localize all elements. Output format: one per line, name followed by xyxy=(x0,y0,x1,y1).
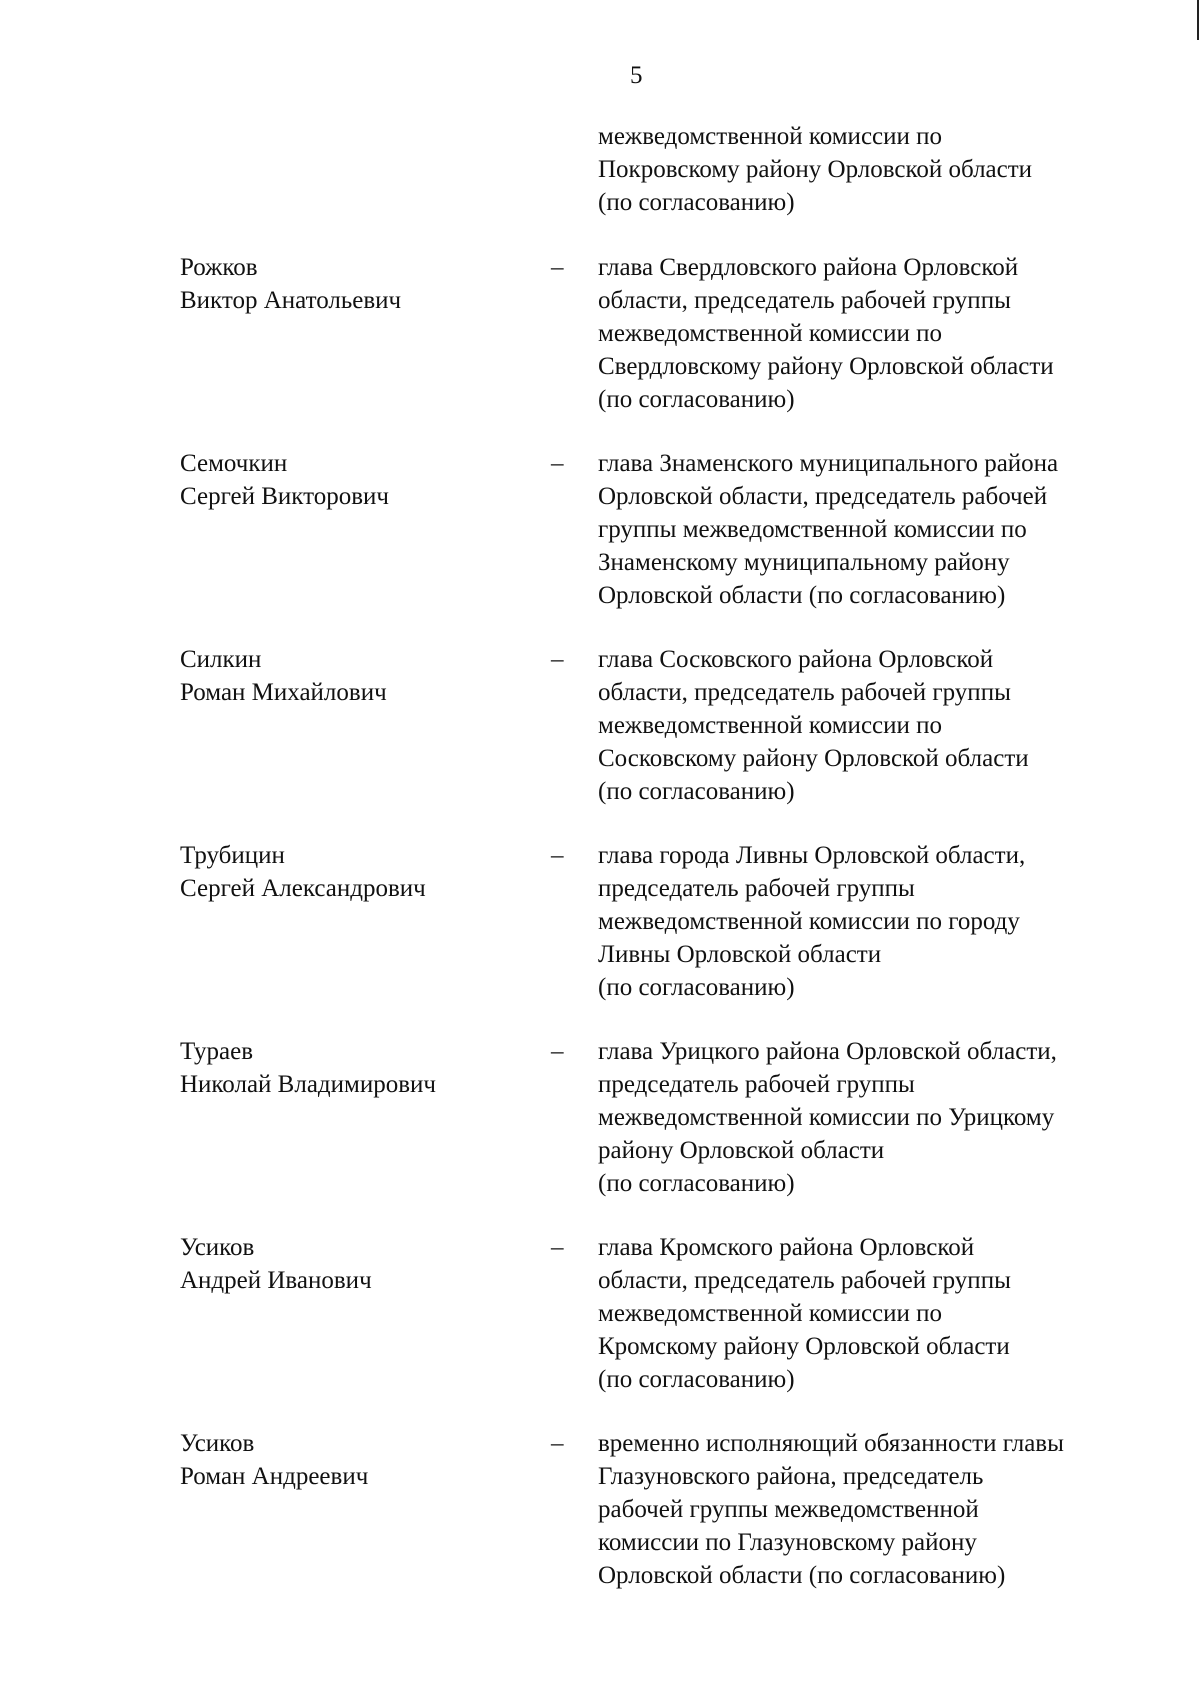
member-given-name: Роман Михайлович xyxy=(180,679,387,706)
role-line: межведомственной комиссии по городу xyxy=(598,908,1020,935)
member-surname: Трубицин xyxy=(180,842,285,869)
role-line: комиссии по Глазуновскому району xyxy=(598,1529,977,1556)
role-line: председатель рабочей группы xyxy=(598,1071,915,1098)
role-line: межведомственной комиссии по xyxy=(598,320,943,347)
role-line: глава Свердловского района Орловской xyxy=(598,254,1019,281)
separator-dash: – xyxy=(551,1234,564,1261)
member-given-name: Андрей Иванович xyxy=(180,1267,372,1294)
member-role xyxy=(598,643,1178,808)
member-given-name: Роман Андреевич xyxy=(180,1463,369,1490)
member-surname: Семочкин xyxy=(180,450,288,477)
separator-dash: – xyxy=(551,842,564,869)
role-line: области, председатель рабочей группы xyxy=(598,287,1011,314)
separator-dash: – xyxy=(551,254,564,281)
role-line: межведомственной комиссии по Урицкому xyxy=(598,1104,1055,1131)
member-surname: Силкин xyxy=(180,646,262,673)
role-line: глава Знаменского муниципального района xyxy=(598,450,1059,477)
member-name xyxy=(180,1231,520,1297)
continuation-text xyxy=(598,120,1158,219)
role-line: Орловской области, председатель рабочей xyxy=(598,483,1048,510)
role-line: (по согласованию) xyxy=(598,1366,795,1393)
role-line: межведомственной комиссии по xyxy=(598,1300,943,1327)
role-line: глава города Ливны Орловской области, xyxy=(598,842,1026,869)
role-line: Глазуновского района, председатель xyxy=(598,1463,984,1490)
scan-edge-mark xyxy=(1197,0,1199,40)
member-surname: Рожков xyxy=(180,254,258,281)
role-line: области, председатель рабочей группы xyxy=(598,1267,1011,1294)
role-line: Сосковскому району Орловской области xyxy=(598,745,1029,772)
role-line: председатель рабочей группы xyxy=(598,875,915,902)
role-line: (по согласованию) xyxy=(598,386,795,413)
role-line: Орловской области (по согласованию) xyxy=(598,582,1006,609)
member-given-name: Сергей Александрович xyxy=(180,875,426,902)
role-line: Знаменскому муниципальному району xyxy=(598,549,1010,576)
role-line: рабочей группы межведомственной xyxy=(598,1496,979,1523)
role-line: (по согласованию) xyxy=(598,1170,795,1197)
separator-dash: – xyxy=(551,646,564,673)
role-line: (по согласованию) xyxy=(598,974,795,1001)
role-line: Орловской области (по согласованию) xyxy=(598,1562,1006,1589)
role-line: Ливны Орловской области xyxy=(598,941,882,968)
role-line: области, председатель рабочей группы xyxy=(598,679,1011,706)
member-name xyxy=(180,447,520,513)
member-role xyxy=(598,1035,1178,1200)
member-given-name: Николай Владимирович xyxy=(180,1071,436,1098)
role-line: району Орловской области xyxy=(598,1137,885,1164)
member-surname: Усиков xyxy=(180,1234,255,1261)
member-name xyxy=(180,1427,520,1493)
member-surname: Усиков xyxy=(180,1430,255,1457)
member-name xyxy=(180,643,520,709)
member-role xyxy=(598,1231,1178,1396)
continuation-line: межведомственной комиссии по xyxy=(598,123,943,150)
member-role xyxy=(598,1427,1178,1592)
separator-dash: – xyxy=(551,1038,564,1065)
role-line: межведомственной комиссии по xyxy=(598,712,943,739)
role-line: глава Кромского района Орловской xyxy=(598,1234,975,1261)
member-name xyxy=(180,839,520,905)
member-name xyxy=(180,1035,520,1101)
role-line: группы межведомственной комиссии по xyxy=(598,516,1027,543)
separator-dash: – xyxy=(551,1430,564,1457)
role-line: Кромскому району Орловской области xyxy=(598,1333,1010,1360)
continuation-line: (по согласованию) xyxy=(598,189,795,216)
role-line: (по согласованию) xyxy=(598,778,795,805)
member-surname: Тураев xyxy=(180,1038,254,1065)
role-line: глава Сосковского района Орловской xyxy=(598,646,994,673)
member-role xyxy=(598,839,1178,1004)
member-name xyxy=(180,251,520,317)
page-number: 5 xyxy=(630,62,643,89)
member-given-name: Сергей Викторович xyxy=(180,483,389,510)
continuation-line: Покровскому району Орловской области xyxy=(598,156,1033,183)
member-role xyxy=(598,447,1178,612)
role-line: Свердловскому району Орловской области xyxy=(598,353,1054,380)
role-line: глава Урицкого района Орловской области, xyxy=(598,1038,1057,1065)
role-line: временно исполняющий обязанности главы xyxy=(598,1430,1064,1457)
separator-dash: – xyxy=(551,450,564,477)
member-role xyxy=(598,251,1178,416)
member-given-name: Виктор Анатольевич xyxy=(180,287,402,314)
